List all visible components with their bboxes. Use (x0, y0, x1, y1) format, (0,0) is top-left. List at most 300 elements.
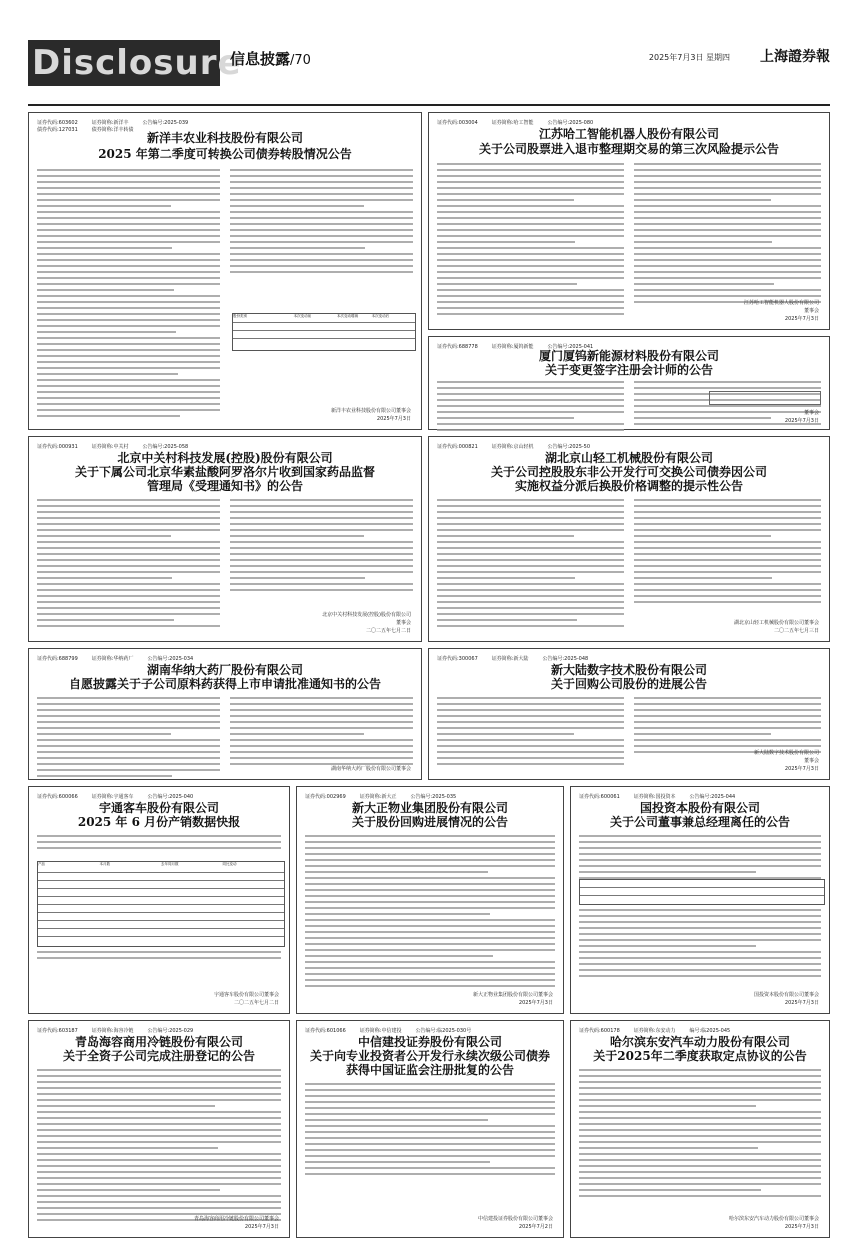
text-line (305, 1149, 555, 1151)
table-header: 产品 本月数 去年同月数 同比变动 (38, 862, 284, 873)
text-line (437, 565, 624, 567)
notice-body (437, 163, 821, 313)
text-line (437, 763, 624, 765)
notice-code-line: 证券代码:601066 证券简称:中信建投 公告编号:临2025-030号 (305, 1028, 472, 1034)
text-column (230, 499, 413, 619)
text-column (579, 835, 821, 879)
notice-code-line: 证券代码:688778 证券简称:厦钨新能 公告编号:2025-041 (437, 344, 594, 350)
masthead (28, 38, 830, 90)
text-line (305, 1113, 555, 1115)
text-line (634, 283, 774, 285)
text-line (37, 565, 220, 567)
text-line (305, 949, 555, 951)
text-column (37, 835, 281, 849)
text-line (37, 175, 220, 177)
notice-body (37, 499, 413, 619)
text-line (634, 163, 821, 165)
text-line (437, 235, 624, 237)
text-line (437, 313, 624, 315)
text-column (37, 951, 281, 959)
text-line (37, 601, 220, 603)
text-line (37, 217, 220, 219)
notice-note (37, 951, 281, 965)
notice-xindazheng (296, 786, 564, 1014)
notice-huana (28, 648, 422, 780)
text-column (634, 499, 821, 619)
text-line (230, 187, 413, 189)
notice-subtitle-2: 实施权益分派后换股价格调整的提示性公告 (514, 479, 743, 493)
text-line (634, 193, 821, 195)
text-line (230, 181, 413, 183)
text-line (634, 601, 821, 603)
text-line (305, 955, 493, 957)
text-line (37, 403, 220, 405)
text-line (37, 1123, 281, 1125)
text-line (437, 229, 624, 231)
text-line (437, 583, 624, 585)
text-line (305, 973, 555, 975)
text-line (37, 541, 220, 543)
text-line (37, 283, 220, 285)
text-line (437, 577, 575, 579)
text-line (305, 1173, 555, 1175)
text-line (37, 1177, 281, 1179)
text-line (37, 1135, 281, 1137)
text-line (230, 727, 413, 729)
notice-dongan (570, 1020, 830, 1238)
text-line (37, 307, 220, 309)
text-line (437, 703, 624, 705)
text-line (305, 1155, 555, 1157)
text-line (579, 853, 821, 855)
text-line (37, 1141, 281, 1143)
text-line (305, 1137, 555, 1139)
text-line (230, 733, 364, 735)
text-line (305, 865, 555, 867)
text-line (437, 411, 624, 413)
notice-xindalu (428, 648, 830, 780)
notice-subtitle: 关于全资子公司完成注册登记的公告 (62, 1049, 255, 1063)
text-line (634, 727, 821, 729)
text-line (230, 169, 413, 171)
text-line (579, 1081, 821, 1083)
notice-subtitle: 2025 年 6 月份产销数据快报 (77, 815, 241, 829)
text-line (37, 397, 220, 399)
text-line (634, 271, 821, 273)
notice-code-line: 证券代码:603602 证券简称:新洋丰 公告编号:2025-039 债券代码:127031 债券简称:洋丰转债 (37, 120, 189, 133)
notice-body (37, 697, 413, 767)
text-line (37, 1165, 281, 1167)
text-line (230, 583, 413, 585)
text-line (437, 205, 624, 207)
text-line (634, 709, 821, 711)
text-line (37, 841, 281, 843)
text-line (230, 571, 413, 573)
text-line (634, 241, 772, 243)
table-row (38, 897, 284, 905)
text-line (634, 739, 821, 741)
text-line (634, 577, 772, 579)
notice-subtitle: 关于股份回购进展情况的公告 (351, 815, 508, 829)
text-line (437, 253, 624, 255)
text-line (634, 553, 821, 555)
text-line (634, 175, 821, 177)
notice-body (305, 835, 555, 975)
text-line (634, 523, 821, 525)
notice-signature: 宇通客车股份有限公司董事会 二〇二五年七月二日 (213, 992, 279, 1006)
text-line (230, 745, 413, 747)
text-line (37, 337, 220, 339)
text-line (634, 697, 821, 699)
notice-body (437, 697, 821, 757)
text-line (230, 265, 413, 267)
notice-signature: 国投资本股份有限公司董事会 2025年7月3日 (753, 992, 819, 1006)
text-line (437, 715, 624, 717)
text-line (437, 277, 624, 279)
text-line (634, 199, 771, 201)
notice-title: 北京中关村科技发展(控股)股份有限公司 (117, 451, 333, 465)
text-line (437, 523, 624, 525)
text-line (634, 259, 821, 261)
text-line (37, 577, 172, 579)
text-line (230, 253, 413, 255)
text-line (230, 559, 413, 561)
notice-body (37, 835, 281, 853)
notice-title: 厦门厦钨新能源材料股份有限公司 (538, 349, 719, 363)
text-line (230, 205, 364, 207)
text-line (37, 703, 220, 705)
text-line (634, 223, 821, 225)
text-line (305, 1101, 555, 1103)
text-column (37, 499, 220, 619)
notice-body (37, 169, 413, 419)
text-line (37, 1081, 281, 1083)
notice-title: 青岛海容商用冷链股份有限公司 (74, 1035, 243, 1049)
table-row (38, 937, 284, 944)
seal-box (709, 391, 821, 405)
departure-table (579, 879, 825, 905)
text-line (37, 199, 220, 201)
text-column (634, 697, 821, 757)
text-line (305, 1083, 555, 1085)
notice-body (437, 499, 821, 619)
text-line (37, 733, 171, 735)
text-line (305, 907, 555, 909)
text-column (305, 1083, 555, 1175)
notice-signature: 湖南华纳大药厂股份有限公司董事会 (330, 766, 411, 772)
text-column (230, 169, 413, 419)
text-line (437, 511, 624, 513)
text-line (37, 1099, 281, 1101)
notice-title: 新大陆数字技术股份有限公司 (550, 663, 707, 677)
text-line (37, 355, 220, 357)
notice-code-line: 证券代码:000931 证券简称:中关村 公告编号:2025-058 (37, 444, 189, 450)
text-column (37, 1069, 281, 1221)
text-line (634, 595, 821, 597)
notice-xiawu (428, 336, 830, 430)
text-line (37, 847, 281, 849)
text-line (305, 913, 490, 915)
text-line (437, 193, 624, 195)
text-line (437, 601, 624, 603)
text-line (305, 877, 555, 879)
text-line (437, 423, 624, 425)
text-line (437, 399, 624, 401)
text-line (634, 703, 821, 705)
text-line (634, 181, 821, 183)
table-row (38, 921, 284, 929)
text-line (305, 847, 555, 849)
notice-title: 新大正物业集团股份有限公司 (351, 801, 508, 815)
text-line (37, 1129, 281, 1131)
text-line (37, 769, 220, 771)
text-line (437, 259, 624, 261)
text-line (305, 853, 555, 855)
text-line (37, 499, 220, 501)
text-line (634, 265, 821, 267)
text-line (230, 589, 413, 591)
text-line (437, 211, 624, 213)
text-line (230, 193, 413, 195)
text-line (37, 1171, 281, 1173)
text-line (437, 517, 624, 519)
text-line (230, 721, 413, 723)
text-line (634, 295, 821, 297)
text-line (305, 1095, 555, 1097)
text-line (230, 709, 413, 711)
text-line (37, 295, 220, 297)
text-line (579, 957, 821, 959)
text-line (579, 975, 821, 977)
text-line (230, 271, 413, 273)
table-row (38, 873, 284, 881)
text-line (634, 247, 821, 249)
text-line (579, 1189, 761, 1191)
text-line (305, 937, 555, 939)
notice-guotou (570, 786, 830, 1014)
text-line (305, 901, 555, 903)
text-line (37, 589, 220, 591)
text-line (579, 963, 821, 965)
text-line (437, 625, 624, 627)
text-line (37, 697, 220, 699)
text-line (230, 757, 413, 759)
notice-code-line: 证券代码:002969 证券简称:新大正 公告编号:2025-035 (305, 794, 457, 800)
text-line (37, 211, 220, 213)
text-line (37, 1159, 281, 1161)
text-line (37, 1195, 281, 1197)
text-line (579, 945, 756, 947)
text-line (579, 1171, 821, 1173)
text-line (37, 1207, 281, 1209)
text-line (437, 709, 624, 711)
text-line (437, 163, 624, 165)
text-line (230, 577, 365, 579)
table-row (38, 929, 284, 937)
text-line (634, 715, 821, 717)
text-line (37, 223, 220, 225)
text-line (579, 1135, 821, 1137)
text-line (305, 931, 555, 933)
issue-date: 2025年7月3日 星期四 (648, 53, 730, 62)
text-line (230, 175, 413, 177)
text-line (437, 199, 574, 201)
text-line (437, 301, 624, 303)
text-line (579, 865, 821, 867)
table-row (38, 881, 284, 889)
notice-signature: 青岛海容商用冷链股份有限公司董事会 2025年7月3日 (193, 1216, 279, 1230)
text-line (37, 1183, 281, 1185)
notice-code-line: 证券代码:600066 证券简称:宇通客车 公告编号:2025-040 (37, 794, 194, 800)
text-line (37, 325, 220, 327)
text-line (634, 745, 821, 747)
text-line (579, 915, 821, 917)
text-line (579, 909, 821, 911)
notice-subtitle: 关于变更签字注册会计师的公告 (544, 363, 713, 377)
text-line (37, 1105, 215, 1107)
text-line (579, 1183, 821, 1185)
text-line (37, 265, 220, 267)
text-line (37, 535, 171, 537)
text-line (37, 559, 220, 561)
text-line (230, 553, 413, 555)
notice-title: 国投资本股份有限公司 (639, 801, 760, 815)
text-line (230, 511, 413, 513)
text-line (37, 181, 220, 183)
text-line (579, 969, 821, 971)
text-line (579, 1105, 756, 1107)
text-line (37, 241, 220, 243)
table-row (580, 888, 824, 896)
section-title: 信息披露/70 (230, 50, 311, 68)
notice-subtitle: 关于公司股票进入退市整理期交易的第三次风险提示公告 (478, 142, 779, 156)
text-line (634, 571, 821, 573)
text-line (579, 1069, 821, 1071)
text-line (579, 921, 821, 923)
text-line (37, 571, 220, 573)
text-line (579, 1195, 821, 1197)
text-line (437, 405, 624, 407)
text-line (37, 1111, 281, 1113)
text-column (305, 835, 555, 987)
text-line (579, 1159, 821, 1161)
text-line (37, 957, 281, 959)
text-line (579, 1099, 821, 1101)
text-line (579, 859, 821, 861)
text-line (437, 739, 624, 741)
text-line (37, 1117, 281, 1119)
text-line (37, 547, 220, 549)
text-line (37, 1147, 218, 1149)
shares-table (232, 313, 416, 351)
text-line (634, 253, 821, 255)
text-line (305, 1089, 555, 1091)
text-line (634, 517, 821, 519)
text-line (37, 625, 220, 627)
text-line (37, 277, 220, 279)
text-line (634, 541, 821, 543)
text-line (305, 883, 555, 885)
notice-subtitle: 关于公司董事兼总经理离任的公告 (609, 815, 790, 829)
text-line (37, 187, 220, 189)
text-line (634, 229, 821, 231)
text-line (579, 841, 821, 843)
text-line (37, 613, 220, 615)
text-line (437, 417, 574, 419)
text-line (437, 283, 577, 285)
text-line (37, 1069, 281, 1071)
notice-code-line: 证券代码:003004 证券简称:哈工智能 公告编号:2025-080 (437, 120, 594, 126)
text-line (437, 619, 577, 621)
text-line (37, 361, 220, 363)
notice-body-2 (579, 909, 821, 979)
text-line (437, 751, 624, 753)
text-line (230, 211, 413, 213)
notice-signature: 哈尔滨东安汽车动力股份有限公司董事会 2025年7月3日 (728, 1216, 819, 1230)
text-line (305, 871, 488, 873)
notice-xinyangfeng (28, 112, 422, 430)
table-row (580, 896, 824, 903)
text-line (634, 583, 821, 585)
text-line (579, 835, 821, 837)
text-line (230, 259, 413, 261)
notice-title: 新洋丰农业科技股份有限公司 (146, 131, 303, 145)
text-line (634, 387, 821, 389)
text-line (437, 307, 624, 309)
text-line (579, 1129, 821, 1131)
notice-signature: 董事会 2025年7月3日 (784, 410, 819, 424)
text-line (37, 1201, 281, 1203)
text-line (579, 1093, 821, 1095)
text-line (230, 235, 413, 237)
text-line (437, 529, 624, 531)
text-line (37, 763, 220, 765)
text-line (37, 379, 220, 381)
notice-code-line: 证券代码:300067 证券简称:新大陆 公告编号:2025-048 (437, 656, 589, 662)
text-line (230, 199, 413, 201)
text-line (230, 229, 413, 231)
text-line (579, 1153, 821, 1155)
notice-signature: 新洋丰农业科技股份有限公司董事会 2025年7月3日 (330, 408, 411, 422)
text-line (437, 265, 624, 267)
text-line (579, 1117, 821, 1119)
text-line (437, 381, 624, 383)
text-line (437, 217, 624, 219)
text-column (579, 1069, 821, 1197)
text-line (37, 619, 174, 621)
text-line (37, 595, 220, 597)
table-row (233, 323, 415, 331)
table-row (580, 880, 824, 888)
text-line (634, 511, 821, 513)
text-line (305, 919, 555, 921)
text-line (37, 1189, 220, 1191)
notice-code-line: 证券代码:603187 证券简称:海容冷链 公告编号:2025-029 (37, 1028, 194, 1034)
text-column (437, 381, 624, 425)
text-column (230, 697, 413, 767)
text-line (579, 1147, 758, 1149)
notice-signature: 新大正物业集团股份有限公司董事会 2025年7月3日 (472, 992, 553, 1006)
notice-code-line: 证券代码:688799 证券简称:华纳药厂 公告编号:2025-034 (37, 656, 194, 662)
text-column (437, 499, 624, 619)
text-line (437, 571, 624, 573)
table-row (38, 905, 284, 913)
table-row (38, 889, 284, 897)
text-line (230, 505, 413, 507)
notice-subtitle: 自愿披露关于子公司原料药获得上市申请批准通知书的公告 (68, 677, 381, 691)
text-line (437, 757, 624, 759)
text-line (437, 733, 574, 735)
